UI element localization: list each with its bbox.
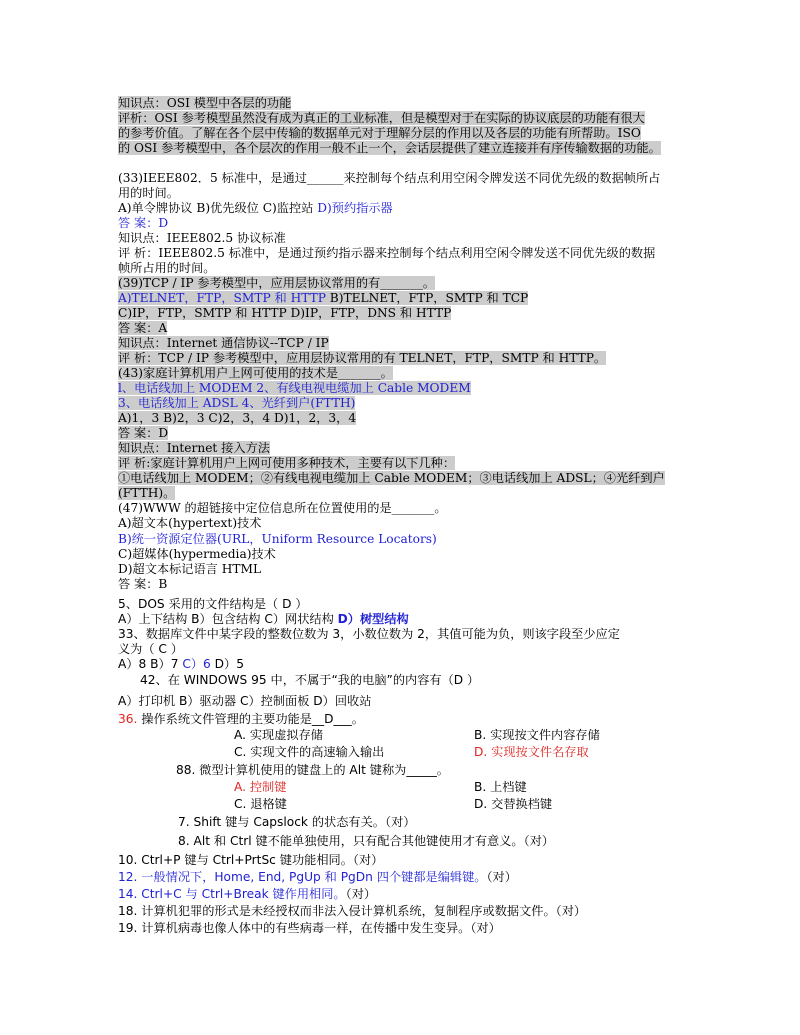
line-text: (39)TCP / IP 参考模型中，应用层协议常用的有_______。 xyxy=(118,276,436,290)
text-line xyxy=(118,887,376,902)
highlighted-answer: 12. 一般情况下，Home, End, PgUp 和 PgDn 四个键都是编辑键。 xyxy=(118,870,487,884)
highlighted-answer: D）树型结构 xyxy=(337,612,409,626)
highlighted-answer: A)TELNET，FTP，SMTP 和 HTTP xyxy=(118,291,326,305)
line-text: 42、在 WINDOWS 95 中，不属于“我的电脑”的内容有（D ） xyxy=(140,673,480,687)
text-run xyxy=(118,141,661,155)
highlighted-answer: 14. Ctrl+C 与 Ctrl+Break 键作用相同。 xyxy=(118,887,346,901)
text-line xyxy=(118,904,586,919)
text-line xyxy=(118,141,661,156)
text-line xyxy=(176,763,449,778)
text-run xyxy=(178,834,554,848)
line-text: 用的时间。 xyxy=(118,186,179,200)
line-text: 答 案：B xyxy=(118,577,168,591)
text-run xyxy=(118,336,329,350)
text-line xyxy=(118,712,364,727)
line-text: A）上下结构 B）包含结构 C）网状结构 xyxy=(118,612,338,626)
option-text: C. 实现文件的高速输入输出 xyxy=(234,745,385,759)
text-line xyxy=(118,306,451,321)
text-line xyxy=(118,186,179,201)
option-text: B. 上档键 xyxy=(474,780,527,794)
line-text: B)TELNET，FTP，SMTP 和 TCP xyxy=(325,291,529,305)
line-text: 7. Shift 键与 Capslock 的状态有关。（对） xyxy=(178,815,416,829)
text-line xyxy=(118,657,244,672)
line-text: 88. 微型计算机使用的键盘上的 Alt 键称为_____。 xyxy=(176,763,449,777)
text-run xyxy=(118,577,167,591)
text-line xyxy=(118,276,435,291)
line-text: (47)WWW 的超链接中定位信息所在位置使用的是_______。 xyxy=(118,501,447,515)
text-line xyxy=(118,562,261,577)
text-run xyxy=(118,426,168,440)
text-line xyxy=(118,126,641,141)
text-line xyxy=(178,834,554,849)
text-run xyxy=(118,501,447,515)
line-text: A）8 B）7 xyxy=(118,657,183,671)
text-run xyxy=(118,261,216,275)
text-line xyxy=(118,366,393,381)
text-run xyxy=(118,456,455,470)
text-run xyxy=(118,904,586,918)
text-line xyxy=(118,642,183,657)
text-run xyxy=(118,870,517,884)
line-text: 5、DOS 采用的文件结构是（ D ） xyxy=(118,597,308,611)
text-line xyxy=(118,216,168,231)
line-text: 10. Ctrl+P 键与 Ctrl+PrtSc 键功能相同。（对） xyxy=(118,853,384,867)
line-text: 评 析：TCP / IP 参考模型中，应用层协议常用的有 TELNET，FTP，SMTP 和 HTTP。 xyxy=(118,351,607,365)
option-text: B. 实现按文件内容存储 xyxy=(474,728,600,742)
text-run xyxy=(118,657,244,671)
line-text: 3、电话线加上 ADSL 4、光纤到户(FTTH) xyxy=(118,396,356,410)
text-line xyxy=(118,111,645,126)
text-run xyxy=(118,627,620,641)
text-run xyxy=(118,694,371,708)
text-run xyxy=(176,763,449,777)
text-run xyxy=(178,815,415,829)
line-text: 知识点：OSI 模型中各层的功能 xyxy=(118,96,292,110)
text-line xyxy=(118,231,286,246)
text-run xyxy=(118,712,364,726)
line-text: 操作系统文件管理的主要功能是__D___。 xyxy=(137,712,364,726)
line-text: 义为（ C ） xyxy=(118,642,184,656)
text-line xyxy=(118,547,276,562)
text-run xyxy=(118,471,665,485)
text-run xyxy=(118,306,451,320)
highlighted-answer: C）6 xyxy=(182,657,211,671)
text-line xyxy=(118,870,517,885)
line-text: 19. 计算机病毒也像人体中的有些病毒一样，在传播中发生变异。（对） xyxy=(118,921,501,935)
text-line xyxy=(118,597,308,612)
line-text: (43)家庭计算机用户上网可使用的技术是_______。 xyxy=(118,366,393,380)
line-text: A)超文本(hypertext)技术 xyxy=(118,516,262,530)
line-text: D)超文本标记语言 HTML xyxy=(118,562,262,576)
text-run xyxy=(118,486,175,500)
text-line xyxy=(118,853,383,868)
text-line xyxy=(118,921,501,936)
line-text: A)单令牌协议 B)优先级位 C)监控站 xyxy=(118,201,318,215)
text-line xyxy=(118,532,437,547)
text-line xyxy=(118,577,167,592)
line-text: D）5 xyxy=(210,657,244,671)
text-run xyxy=(140,673,479,687)
option-text: A. 实现虚拟存储 xyxy=(234,728,323,742)
option-text: C. 退格键 xyxy=(234,797,287,811)
line-text: （对） xyxy=(345,887,377,901)
text-line xyxy=(118,441,270,456)
text-line xyxy=(118,96,291,111)
line-text: (33)IEEE802．5 标准中，是通过______来控制每个结点利用空闲令牌发送不同优先级的数据帧所占 xyxy=(118,171,661,185)
line-text: ①电话线加上 MODEM；②有线电视电缆加上 Cable MODEM；③电话线加上 ADSL；④光纤到户 xyxy=(118,471,665,485)
text-run xyxy=(118,96,291,110)
text-run xyxy=(118,853,383,867)
line-text: C)超媒体(hypermedia)技术 xyxy=(118,547,276,561)
text-run xyxy=(118,612,409,626)
text-run xyxy=(118,321,167,335)
text-run xyxy=(118,126,641,140)
line-text: 答 案：A xyxy=(118,321,168,335)
text-run xyxy=(118,396,355,410)
text-line xyxy=(118,456,455,471)
text-run xyxy=(118,216,168,230)
text-run xyxy=(118,291,528,305)
text-run xyxy=(118,516,261,530)
text-line xyxy=(118,627,620,642)
text-run xyxy=(118,921,501,935)
line-text: 评 析:家庭计算机用户上网可使用多种技术，主要有以下几种： xyxy=(118,456,456,470)
text-run xyxy=(118,366,393,380)
text-line xyxy=(118,246,655,261)
line-text: 33、数据库文件中某字段的整数位数为 3，小数位数为 2，其值可能为负，则该字段至少应定 xyxy=(118,627,620,641)
text-line xyxy=(118,351,606,366)
text-line xyxy=(118,201,393,216)
text-run xyxy=(118,231,286,245)
text-run xyxy=(118,351,606,365)
text-line xyxy=(118,486,175,501)
text-line xyxy=(118,516,261,531)
line-text: 8. Alt 和 Ctrl 键不能单独使用，只有配合其他键使用才有意义。（对） xyxy=(178,834,555,848)
text-line xyxy=(178,815,415,830)
text-line xyxy=(118,501,447,516)
text-run xyxy=(118,381,471,395)
line-text: 评析：OSI 参考模型虽然没有成为真正的工业标准，但是模型对于在实际的协议底层的功能有很大 xyxy=(118,111,645,125)
text-line xyxy=(118,426,168,441)
text-line xyxy=(118,381,471,396)
line-text: 的参考价值。了解在各个层中传输的数据单元对于理解分层的作用以及各层的功能有所帮助。ISO xyxy=(118,126,641,140)
text-run xyxy=(118,887,376,901)
text-run xyxy=(118,111,645,125)
text-run xyxy=(118,441,270,455)
text-run xyxy=(118,276,435,290)
line-text: 的 OSI 参考模型中，各个层次的作用一般不止一个，会话层提供了建立连接并有序传输数据的功能。 xyxy=(118,141,661,155)
text-run xyxy=(118,562,261,576)
option-text: A. 控制键 xyxy=(234,780,287,794)
text-run xyxy=(118,171,660,185)
text-run xyxy=(118,201,393,215)
line-text: A）打印机 B）驱动器 C）控制面板 D）回收站 xyxy=(118,694,372,708)
text-line xyxy=(118,321,167,336)
line-text: 知识点：Internet 接入方法 xyxy=(118,441,270,455)
text-line xyxy=(118,261,216,276)
text-run xyxy=(118,246,655,260)
line-text: 评 析：IEEE802.5 标准中，是通过预约指示器来控制每个结点利用空闲令牌发送不同优先级的数据 xyxy=(118,246,656,260)
text-run xyxy=(118,642,183,656)
line-text: 18. 计算机犯罪的形式是未经授权而非法入侵计算机系统，复制程序或数据文件。（对） xyxy=(118,904,587,918)
text-run xyxy=(118,597,308,611)
line-text: (FTTH)。 xyxy=(118,486,176,500)
line-text: B)统一资源定位器(URL，Uniform Resource Locators) xyxy=(118,532,437,546)
line-text: l、电话线加上 MODEM 2、有线电视电缆加上 Cable MODEM xyxy=(118,381,471,395)
line-text: 帧所占用的时间。 xyxy=(118,261,216,275)
text-line xyxy=(118,396,355,411)
text-run xyxy=(118,532,437,546)
text-line xyxy=(118,291,528,306)
text-line xyxy=(118,694,371,709)
line-text: 知识点：Internet 通信协议--TCP / IP xyxy=(118,336,329,350)
text-line xyxy=(140,673,479,688)
option-text: D. 交替换档键 xyxy=(474,797,553,811)
text-run xyxy=(118,547,276,561)
line-text: 知识点：IEEE802.5 协议标准 xyxy=(118,231,286,245)
question-number: 36. xyxy=(118,712,138,726)
text-line xyxy=(118,336,329,351)
line-text: C)IP，FTP，SMTP 和 HTTP D)IP，FTP，DNS 和 HTTP xyxy=(118,306,452,320)
line-text: 答 案：D xyxy=(118,216,169,230)
text-line xyxy=(118,471,665,486)
text-run xyxy=(118,411,356,425)
highlighted-answer: D)预约指示器 xyxy=(317,201,393,215)
line-text: A)1，3 B)2，3 C)2，3，4 D)1，2，3，4 xyxy=(118,411,357,425)
text-run xyxy=(118,186,179,200)
text-line xyxy=(118,171,660,186)
line-text: （对） xyxy=(486,870,517,884)
text-line xyxy=(118,612,409,627)
line-text: 答 案：D xyxy=(118,426,169,440)
option-text: D. 实现按文件名存取 xyxy=(474,745,589,759)
text-line xyxy=(118,411,356,426)
